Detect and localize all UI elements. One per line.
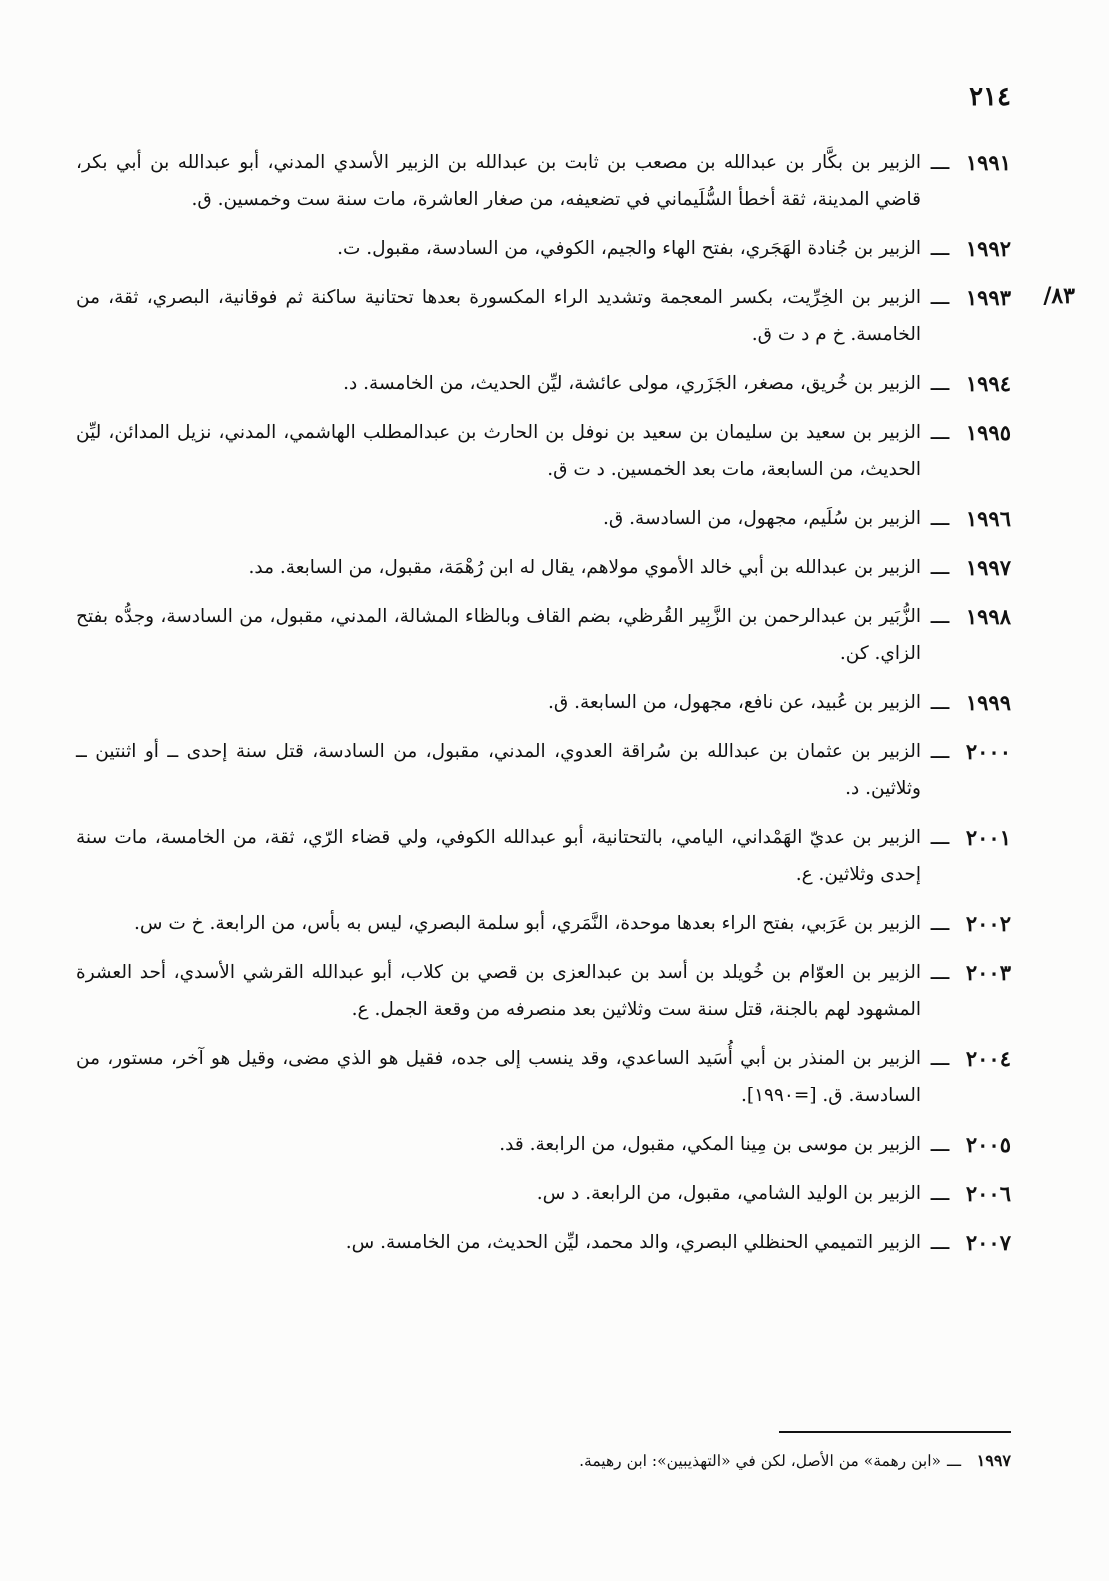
entry-text: الزبير بن عُبيد، عن نافع، مجهول، من السابعة. ق. xyxy=(547,692,921,713)
entry xyxy=(76,500,1011,537)
entry xyxy=(76,279,1011,353)
entry-number: ٢٠٠٥ xyxy=(965,1132,1011,1157)
entry-number: ١٩٩١ xyxy=(965,150,1011,175)
entry-number: ١٩٩٤ xyxy=(965,371,1011,396)
entry-dash: ـــ xyxy=(930,690,950,714)
entry-dash: ـــ xyxy=(930,506,950,530)
entry-number: ١٩٩٣ xyxy=(965,285,1011,310)
entry-dash: ـــ xyxy=(930,1046,950,1070)
entry-text: الزبير بن موسى بن مِينا المكي، مقبول، من الرابعة. قد. xyxy=(499,1134,921,1155)
entry-number: ١٩٩٨ xyxy=(965,604,1011,629)
entry-number: ٢٠٠٠ xyxy=(965,739,1011,764)
entry xyxy=(76,905,1011,942)
entry-text: الزبير بن العوّام بن خُويلد بن أسد بن عبدالعزى بن قصي بن كلاب، أبو عبدالله القرشي الأسدي، أحد العشرة المشهود لهم بالجنة، قتل سنة ست وثلاثين بعد منصرفه من وقعة الجمل. ع. xyxy=(76,962,921,1020)
entry-text: الزُّبَير بن عبدالرحمن بن الزَّبِير القُرظي، بضم القاف وبالظاء المشالة، المدني، مقبول، من السادسة، وجدُّه بفتح الزاي. كن. xyxy=(76,606,921,664)
entry xyxy=(76,819,1011,893)
page-number: ٢١٤ xyxy=(969,82,1011,112)
margin-note: ٨٣/ xyxy=(1043,283,1075,309)
entry-text: الزبير بن بكَّار بن عبدالله بن مصعب بن ثابت بن عبدالله بن الزبير الأسدي المدني، أبو عبدالله بن أبي بكر، قاضي المدينة، ثقة أخطأ السُّلَيماني في تضعيفه، من صغار العاشرة، مات سنة ست وخمسين. ق. xyxy=(76,152,921,210)
entry-number: ٢٠٠٦ xyxy=(965,1181,1011,1206)
entry xyxy=(76,1224,1011,1261)
entry xyxy=(76,230,1011,267)
entry-text: الزبير بن الوليد الشامي، مقبول، من الرابعة. د س. xyxy=(536,1183,921,1204)
entry-number: ١٩٩٧ xyxy=(965,555,1011,580)
entry-dash: ـــ xyxy=(930,555,950,579)
entry-dash: ـــ xyxy=(930,1230,950,1254)
entry-number: ٢٠٠٤ xyxy=(965,1046,1011,1071)
footnote-dash: ـــ xyxy=(946,1451,962,1470)
entry-text: الزبير بن الخِرِّيت، بكسر المعجمة وتشديد الراء المكسورة بعدها تحتانية ساكنة ثم فوقانية، البصري، ثقة، من الخامسة. خ م د ت ق. xyxy=(76,287,921,345)
entry-number: ١٩٩٢ xyxy=(965,236,1011,261)
footnote-text: «ابن رهمة» من الأصل، لكن في «التهذيبين»: ابن رهيمة. xyxy=(579,1452,941,1470)
entry-dash: ـــ xyxy=(930,1132,950,1156)
entry xyxy=(76,598,1011,672)
entry xyxy=(76,1040,1011,1114)
entry-text: الزبير بن سُلَيم، مجهول، من السادسة. ق. xyxy=(603,508,921,529)
entry-dash: ـــ xyxy=(930,739,950,763)
entry-number: ٢٠٠١ xyxy=(965,825,1011,850)
entry-dash: ـــ xyxy=(930,825,950,849)
entry xyxy=(76,144,1011,218)
footnote-number: ١٩٩٧ xyxy=(976,1451,1011,1470)
entry xyxy=(76,1126,1011,1163)
entry-text: الزبير بن عَرَبي، بفتح الراء بعدها موحدة، النَّمَري، أبو سلمة البصري، ليس به بأس، من الرابعة. خ ت س. xyxy=(134,913,921,934)
entries-list xyxy=(76,144,1011,1273)
entry-text: الزبير بن جُنادة الهَجَري، بفتح الهاء والجيم، الكوفي، من السادسة، مقبول. ت. xyxy=(337,238,921,259)
entry xyxy=(76,414,1011,488)
entry-number: ١٩٩٩ xyxy=(965,690,1011,715)
entry-dash: ـــ xyxy=(930,150,950,174)
entry-dash: ـــ xyxy=(930,371,950,395)
entry xyxy=(76,365,1011,402)
entry xyxy=(76,733,1011,807)
entry-text: الزبير بن عثمان بن عبدالله بن سُراقة العدوي، المدني، مقبول، من السادسة، قتل سنة إحدى ــ أو اثنتين ــ وثلاثين. د. xyxy=(76,741,921,799)
entry-dash: ـــ xyxy=(930,1181,950,1205)
entry-dash: ـــ xyxy=(930,960,950,984)
entry-text: الزبير بن خُريق، مصغر، الجَزَري، مولى عائشة، ليِّن الحديث، من الخامسة. د. xyxy=(343,373,921,394)
footnote xyxy=(76,1448,1011,1474)
entry xyxy=(76,954,1011,1028)
entry xyxy=(76,1175,1011,1212)
entry-number: ٢٠٠٣ xyxy=(965,960,1011,985)
entry-number: ٢٠٠٧ xyxy=(965,1230,1011,1255)
entry-text: الزبير التميمي الحنظلي البصري، والد محمد، ليِّن الحديث، من الخامسة. س. xyxy=(345,1232,921,1253)
entry xyxy=(76,684,1011,721)
entry-dash: ـــ xyxy=(930,285,950,309)
footnote-divider xyxy=(779,1431,1011,1433)
entry-dash: ـــ xyxy=(930,420,950,444)
entry-number: ١٩٩٥ xyxy=(965,420,1011,445)
entry-number: ٢٠٠٢ xyxy=(965,911,1011,936)
entry-text: الزبير بن سعيد بن سليمان بن سعيد بن نوفل بن الحارث بن عبدالمطلب الهاشمي، المدني، نزيل المدائن، ليِّن الحديث، من السابعة، مات بعد الخمسين. د ت ق. xyxy=(76,422,921,480)
entry-number: ١٩٩٦ xyxy=(965,506,1011,531)
entry-dash: ـــ xyxy=(930,911,950,935)
entry-text: الزبير بن المنذر بن أبي أُسَيد الساعدي، وقد ينسب إلى جده، فقيل هو الذي مضى، وقيل هو آخر، مستور، من السادسة. ق. [=١٩٩٠]. xyxy=(76,1048,921,1106)
entry-dash: ـــ xyxy=(930,236,950,260)
entry-dash: ـــ xyxy=(930,604,950,628)
entry xyxy=(76,549,1011,586)
entry-text: الزبير بن عديّ الهَمْداني، اليامي، بالتحتانية، أبو عبدالله الكوفي، ولي قضاء الرّي، ثقة، من الخامسة، مات سنة إحدى وثلاثين. ع. xyxy=(76,827,921,885)
entry-text: الزبير بن عبدالله بن أبي خالد الأموي مولاهم، يقال له ابن رُهْمَة، مقبول، من السابعة. مد. xyxy=(248,557,921,578)
